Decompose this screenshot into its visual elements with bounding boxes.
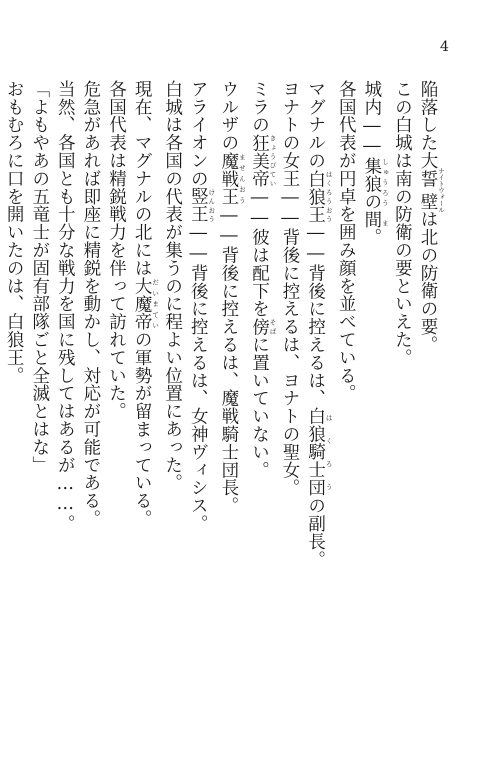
- ruby-reading: けんおう: [207, 187, 216, 224]
- ruby-word: [305, 169, 333, 224]
- text-line: [103, 80, 129, 680]
- text-line: [26, 80, 52, 680]
- text-line: [389, 80, 415, 680]
- ruby-base: 大魔帝: [132, 276, 153, 331]
- text-segment: ――背後に控えるは、女神ヴィシス。: [188, 223, 209, 533]
- text-segment: 城内――: [361, 80, 382, 157]
- ruby-word: [418, 167, 445, 213]
- text-line: [77, 80, 103, 680]
- text-segment: アライオンの: [188, 80, 209, 188]
- text-segment: の副長。: [305, 496, 326, 569]
- text-segment: ――彼は配下を: [249, 187, 270, 318]
- ruby-reading: ませんおう: [237, 151, 246, 206]
- ruby-reading: だいまてい: [151, 276, 160, 331]
- ruby-word: [361, 156, 389, 229]
- text-line: [276, 80, 302, 680]
- ruby-base: 狂美帝: [249, 133, 270, 188]
- text-line: [128, 80, 159, 680]
- text-segment: ――背後に控えるは、魔戦騎士団長。: [218, 205, 239, 515]
- text-segment: ヨナトの女王――背後に控えるは、ヨナトの聖女。: [280, 80, 301, 497]
- ruby-base: 白狼騎士団: [305, 407, 326, 497]
- ruby-word: [249, 133, 277, 188]
- text-segment: マグナルの: [305, 80, 326, 170]
- text-segment: 大: [418, 151, 438, 170]
- ruby-base: 集狼の間: [361, 156, 382, 229]
- ruby-reading: はくろうおう: [324, 169, 333, 224]
- text-segment: の軍勢が留まっている。: [132, 330, 153, 528]
- ruby-word: [188, 187, 216, 224]
- text-segment: 白城は各国の代表が集うのに程よい位置にあった。: [162, 80, 183, 492]
- text-segment: 当然、各国とも十分な戦力を国に残してはあるが……。: [55, 80, 76, 533]
- text-segment: 危急があれば即座に精鋭を動かし、対応が可能である。: [80, 80, 101, 528]
- text-line: [246, 80, 277, 680]
- ruby-reading: しゅうろう ま: [380, 156, 389, 229]
- ruby-reading: きょうびてい: [268, 133, 277, 188]
- ruby-base: 魔戦王: [218, 151, 239, 206]
- vertical-text-body: [0, 80, 445, 680]
- text-line: [185, 80, 216, 680]
- text-line: [159, 80, 185, 680]
- ruby-reading: ナイトウォール: [437, 167, 445, 213]
- text-line: [414, 80, 445, 680]
- ruby-word: [305, 407, 333, 497]
- text-segment: は北の防衛の要。: [418, 210, 438, 354]
- text-line: [358, 80, 389, 680]
- text-line: [215, 80, 246, 680]
- ruby-base: 傍: [249, 317, 270, 336]
- ruby-word: [218, 151, 246, 206]
- text-line: [302, 80, 333, 680]
- text-segment: ウルザの: [218, 80, 239, 152]
- text-segment: この白城は南の防衛の要といえた。: [392, 80, 413, 367]
- text-line: [333, 80, 359, 680]
- text-segment: 各国代表は精鋭戦力を伴って訪れていた。: [106, 80, 127, 421]
- text-line: [1, 80, 27, 680]
- text-segment: 現在、マグナルの北には: [132, 80, 153, 277]
- ruby-base: 誓壁: [418, 167, 438, 213]
- ruby-base: 竪王: [188, 187, 209, 224]
- ruby-reading: はくろう: [324, 407, 333, 497]
- ruby-base: 白狼王: [305, 169, 326, 224]
- text-line: [0, 80, 1, 680]
- text-segment: 陥落した: [418, 80, 438, 152]
- text-segment: ――背後に控えるは、: [305, 223, 326, 408]
- page-number: 4: [440, 39, 449, 55]
- ruby-reading: そば: [268, 317, 277, 336]
- text-segment: 「よもやあの五竜士が固有部隊ごと全滅とはな」: [29, 80, 50, 474]
- ruby-word: [132, 276, 160, 331]
- text-segment: おもむろに口を開いたのは、白狼王。: [4, 80, 25, 385]
- text-segment: 各国代表が円卓を囲み顔を並べている。: [336, 80, 357, 403]
- text-segment: に置いていない。: [249, 335, 270, 479]
- text-segment: ミラの: [249, 80, 270, 134]
- text-line: [52, 80, 78, 680]
- ruby-word: [249, 317, 277, 336]
- text-segment: 。: [361, 228, 382, 247]
